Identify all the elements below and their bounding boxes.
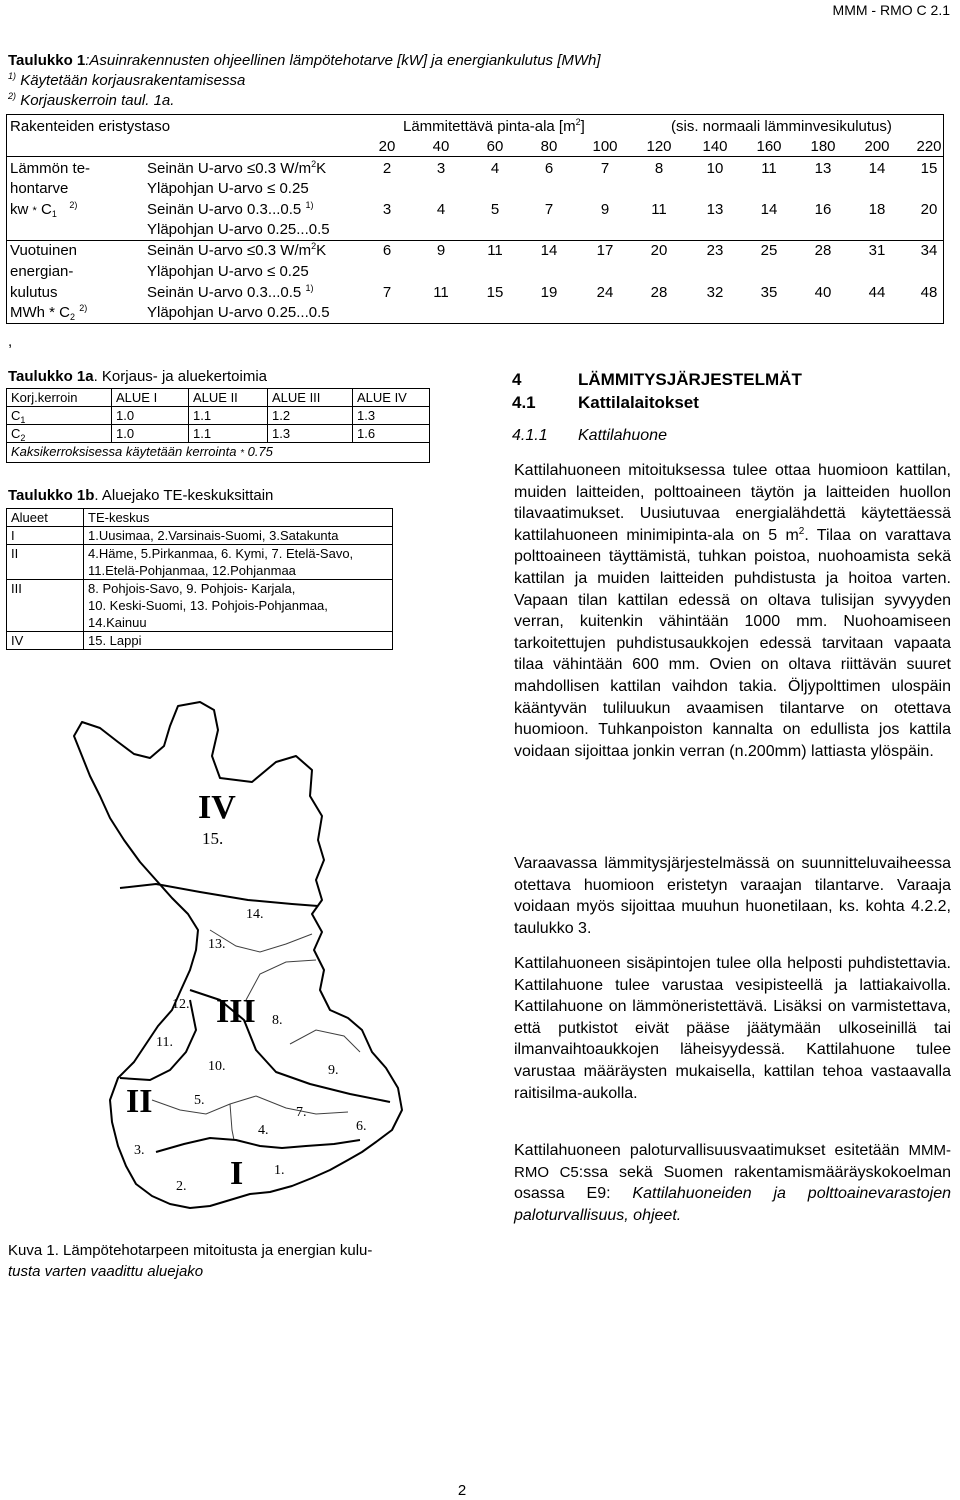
table-cell: 3 xyxy=(436,160,446,177)
subregion-line xyxy=(230,1104,234,1140)
cond-wall-low: Seinän U-arvo ≤0.3 $W/m^2K$ xyxy=(147,159,327,177)
table-cell: 9 xyxy=(436,242,446,259)
group2-label-1: Vuotuinen xyxy=(10,242,78,259)
group2-label-3: kulutus xyxy=(10,284,58,301)
table-header: ALUE II xyxy=(189,389,268,407)
table-cell: 13 xyxy=(814,160,832,177)
map-labels xyxy=(126,789,367,1194)
table-cell: 16 xyxy=(814,201,832,218)
map-label-4: 4. xyxy=(258,1123,269,1138)
table-cell: 44 xyxy=(868,284,886,301)
table-header-row xyxy=(7,509,393,527)
table-cell: 24 xyxy=(596,284,614,301)
table-cell: 7 xyxy=(600,160,610,177)
table-cell: 25 xyxy=(760,242,778,259)
table-cell: 3 xyxy=(382,201,392,218)
table-row xyxy=(7,425,430,443)
table-cell: 13 xyxy=(706,201,724,218)
table-cell: 2 xyxy=(382,160,392,177)
area-value: 100 xyxy=(592,138,618,155)
table-header: TE-keskus xyxy=(84,509,393,527)
table-cell: 20 xyxy=(920,201,938,218)
caption-label: Taulukko 1 xyxy=(8,52,86,69)
heating-demand-table xyxy=(6,114,944,324)
table-cell: 11 xyxy=(651,201,667,218)
map-label-1: 1. xyxy=(274,1163,285,1178)
table-row xyxy=(7,545,393,580)
table-cell: I xyxy=(7,527,84,545)
cond-roof-high: Yläpohjan U-arvo 0.25...0.5 xyxy=(147,221,330,238)
table-header: ALUE III xyxy=(268,389,353,407)
table-cell: 9 xyxy=(600,201,610,218)
table-cell: III xyxy=(7,580,84,632)
paragraph-1: Kattilahuoneen mitoituksessa tulee ottaa huomioon kattilan, muiden laitteiden, polttoaineen täytön ja laitteiden huollon tilavaatimukset. Uusiutuvaa energialähdettä käytettäessä kattilahuoneen minimipinta-ala on 5 $m^2$. Tilaa on varattava polttoaineen täyttämistä, tuhkan poistoa, nuohoamista sekä kattilan ja muiden laitteiden puhdistusta ja hoitoa varten. Vapaan tilan kattilan edessä on oltava tulisijan syvyyden verran, kuitenkin vähintään 1000 mm. Nuohoamiseen tarkoitettujen puhdistusaukkojen edessä tarvitaan vapaata tilaa vähintään 600 mm. Ovien on oltava riittävän suuret mahdollisen kattilan vaihdon takia. Öljypolttimen ulospäin kääntyvän tuliluukun avaamisen tilantarve on otettava huomioon. Tuhkanpoiston kannalta on edullista jos kattila voidaan sijoittaa jonkin verran (n.200mm) lattiasta ylöspäin. xyxy=(514,462,952,760)
table-cell: 1.3 xyxy=(268,425,353,443)
table-cell: 5 xyxy=(490,201,500,218)
table-cell: 1.1 xyxy=(189,407,268,425)
paragraph-4: Kattilahuoneen paloturvallisuusvaatimukset esitetään MMM-RMO C5:ssa sekä Suomen rakentamismääräyskokoelman osassa E9: Kattilahuoneiden ja polttoainevarastojen paloturvallisuus, ohjeet. xyxy=(514,1142,952,1224)
table-cell: 8. Pohjois-Savo, 9. Pohjois- Karjala, 10. Keski-Suomi, 13. Pohjois-Pohjanmaa, 14.Kainuu xyxy=(84,580,393,632)
table-cell: 15 xyxy=(920,160,938,177)
group1-label-3: kw * $C_1$ $^{2)}$ xyxy=(10,200,78,219)
region-border-iv xyxy=(120,884,318,906)
table-cell: 14 xyxy=(540,242,558,259)
map-label-13: 13. xyxy=(208,937,226,952)
col-header-area: Lämmitettävä pinta-ala $[m^2]$ xyxy=(403,117,585,135)
cond-roof-high: Yläpohjan U-arvo 0.25...0.5 xyxy=(147,304,330,321)
section-heading-4-1: 4.1 Kattilalaitokset xyxy=(512,393,699,412)
group2-label-4: MWh * $C_2$ $^{2)}$ xyxy=(10,303,88,322)
table-cell: 18 xyxy=(868,201,886,218)
map-label-12: 12. xyxy=(172,997,190,1012)
table-cell: 1.6 xyxy=(353,425,430,443)
table-header-row xyxy=(7,389,430,407)
table-cell: 11 xyxy=(761,160,777,177)
table-header: ALUE I xyxy=(112,389,189,407)
group2-label-2: energian- xyxy=(10,263,74,280)
table-cell: 15. Lappi xyxy=(84,632,393,650)
table-footnote-row xyxy=(7,443,430,463)
stray-comma: , xyxy=(8,333,13,350)
table-cell: 20 xyxy=(650,242,668,259)
map-label-2: 2. xyxy=(176,1179,187,1194)
table-row xyxy=(7,407,430,425)
area-value: 220 xyxy=(916,138,942,155)
table-cell: 1.Uusimaa, 2.Varsinais-Suomi, 3.Satakunta xyxy=(84,527,393,545)
map-label-11: 11. xyxy=(156,1035,173,1050)
table-cell: 40 xyxy=(814,284,832,301)
table-cell: 6 xyxy=(382,242,392,259)
map-label-ii: II xyxy=(126,1083,153,1120)
area-value: 180 xyxy=(810,138,836,155)
area-value: 160 xyxy=(756,138,782,155)
table-cell: IV xyxy=(7,632,84,650)
table-cell: 1.1 xyxy=(189,425,268,443)
table-cell: 48 xyxy=(920,284,938,301)
table-cell: $C_2$ xyxy=(7,425,112,443)
caption-text: :Asuinrakennusten ohjeellinen lämpötehotarve [kW] ja energiankulutus [MWh] xyxy=(85,52,601,69)
table-cell: 4 xyxy=(436,201,446,218)
cond-roof-low: Yläpohjan U-arvo ≤ 0.25 xyxy=(147,263,309,280)
table-cell: II xyxy=(7,545,84,580)
table-cell: 34 xyxy=(920,242,938,259)
table-cell: 1.0 xyxy=(112,425,189,443)
table-cell: 35 xyxy=(760,284,778,301)
cond-roof-low: Yläpohjan U-arvo ≤ 0.25 xyxy=(147,180,309,197)
table-cell: 1.0 xyxy=(112,407,189,425)
table-row xyxy=(7,580,393,632)
table-cell: 6 xyxy=(544,160,554,177)
map-label-8: 8. xyxy=(272,1013,283,1028)
area-value: 140 xyxy=(702,138,728,155)
country-outline xyxy=(74,702,402,1208)
table-cell: 32 xyxy=(706,284,724,301)
subregion-line xyxy=(290,1030,360,1052)
table-cell: 8 xyxy=(654,160,664,177)
table-cell: 7 xyxy=(382,284,392,301)
section-heading-4-1-1: 4.1.1 Kattilahuone xyxy=(512,427,667,444)
table-1-caption xyxy=(8,51,601,70)
table-header: Alueet xyxy=(7,509,84,527)
paragraph-2: Varaavassa lämmitysjärjestelmässä on suunnitteluvaiheessa otettava huomioon eristetyn varaajan tilantarve. Varaaja voidaan myös sijoittaa muuhun huonetilaan, ks. kohta 4.2.2, taulukko 3. xyxy=(514,855,951,937)
area-value: 80 xyxy=(540,138,558,155)
area-value: 20 xyxy=(378,138,396,155)
table-header: Korj.kerroin xyxy=(7,389,112,407)
table-cell: 11 xyxy=(487,242,503,259)
region-border-i xyxy=(156,1138,360,1152)
map-label-iv: IV xyxy=(198,789,236,826)
group1-label-1: Lämmön te- xyxy=(10,160,91,177)
area-value: 60 xyxy=(486,138,504,155)
table-cell: 17 xyxy=(596,242,614,259)
table-cell: 1.2 xyxy=(268,407,353,425)
table-cell: 28 xyxy=(650,284,668,301)
group1-label-2: hontarve xyxy=(10,180,69,197)
map-label-i: I xyxy=(230,1155,244,1192)
cond-wall-low: Seinän U-arvo ≤0.3 $W/m^2K$ xyxy=(147,241,327,259)
divider xyxy=(7,156,943,157)
table-row xyxy=(7,632,393,650)
table-cell: 28 xyxy=(814,242,832,259)
table-header: ALUE IV xyxy=(353,389,430,407)
cond-wall-high: Seinän U-arvo 0.3...0.5 $^{1)}$ xyxy=(147,283,314,301)
table-cell: 1.3 xyxy=(353,407,430,425)
page-number: 2 xyxy=(457,1482,467,1499)
map-label-6: 6. xyxy=(356,1119,367,1134)
running-header: MMM - RMO C 2.1 xyxy=(832,2,950,18)
caption-note-2: $^{2)}$ Korjauskerroin taul. 1a. xyxy=(8,91,175,109)
finland-region-map xyxy=(60,700,440,1230)
region-table xyxy=(6,508,393,650)
area-value: 120 xyxy=(646,138,672,155)
table-footnote: Kaksikerroksisessa käytetään kerrointa * 0.75 xyxy=(7,443,430,463)
divider xyxy=(7,240,943,241)
table-cell: 11 xyxy=(433,284,449,301)
table-cell: 14 xyxy=(760,201,778,218)
cond-wall-high: Seinän U-arvo 0.3...0.5 $^{1)}$ xyxy=(147,200,314,218)
table-cell: 14 xyxy=(868,160,886,177)
table-cell: 7 xyxy=(544,201,554,218)
map-label-10: 10. xyxy=(208,1059,226,1074)
map-label-7: 7. xyxy=(296,1105,307,1120)
section-heading-4: 4 LÄMMITYSJÄRJESTELMÄT xyxy=(512,370,802,389)
table-cell: 31 xyxy=(868,242,886,259)
map-label-iii: III xyxy=(216,993,256,1030)
table-1a-title: Taulukko 1a. Korjaus- ja aluekertoimia xyxy=(8,368,268,385)
table-cell: 19 xyxy=(540,284,558,301)
paragraph-3: Kattilahuoneen sisäpintojen tulee olla helposti puhdistettavia. Kattilahuone tulee varustaa vesipisteellä ja lattiakaivolla. Kattilahuone on lämmöneristettävä. Lisäksi on varmistettava, että putkistot eivät pääse jäätymään ulkoseinillä tai ilmanvaihtoaukkojen läheisyydessä. Kattilahuone tulee varustaa määräysten mukaisella, kattilan tehoa vastaavalla raitisilma-aukolla. xyxy=(514,955,951,1102)
correction-table xyxy=(6,388,430,463)
area-value: 200 xyxy=(864,138,890,155)
map-label-15: 15. xyxy=(202,829,224,848)
table-cell: 15 xyxy=(486,284,504,301)
table-cell: 23 xyxy=(706,242,724,259)
subregion-line xyxy=(246,960,316,1000)
map-label-14: 14. xyxy=(246,907,264,922)
table-cell: $C_1$ xyxy=(7,407,112,425)
table-1b-title: Taulukko 1b. Aluejako TE-keskuksittain xyxy=(8,487,274,504)
map-label-3: 3. xyxy=(134,1143,145,1158)
col-header-area-note: (sis. normaali lämminvesikulutus) xyxy=(671,118,892,135)
caption-note-1: $^{1)}$ Käytetään korjausrakentamisessa xyxy=(8,71,246,89)
table-cell: 4.Häme, 5.Pirkanmaa, 6. Kymi, 7. Etelä-Savo, 11.Etelä-Pohjanmaa, 12.Pohjanmaa xyxy=(84,545,393,580)
col-header-insulation: Rakenteiden eristystaso xyxy=(10,118,171,135)
table-row xyxy=(7,527,393,545)
map-label-9: 9. xyxy=(328,1063,339,1078)
table-cell: 10 xyxy=(706,160,724,177)
map-label-5: 5. xyxy=(194,1093,205,1108)
figure-caption: Kuva 1. Lämpötehotarpeen mitoitusta ja energian kulu- tusta varten vaadittu aluejako xyxy=(8,1242,373,1280)
area-value: 40 xyxy=(432,138,450,155)
table-cell: 4 xyxy=(490,160,500,177)
